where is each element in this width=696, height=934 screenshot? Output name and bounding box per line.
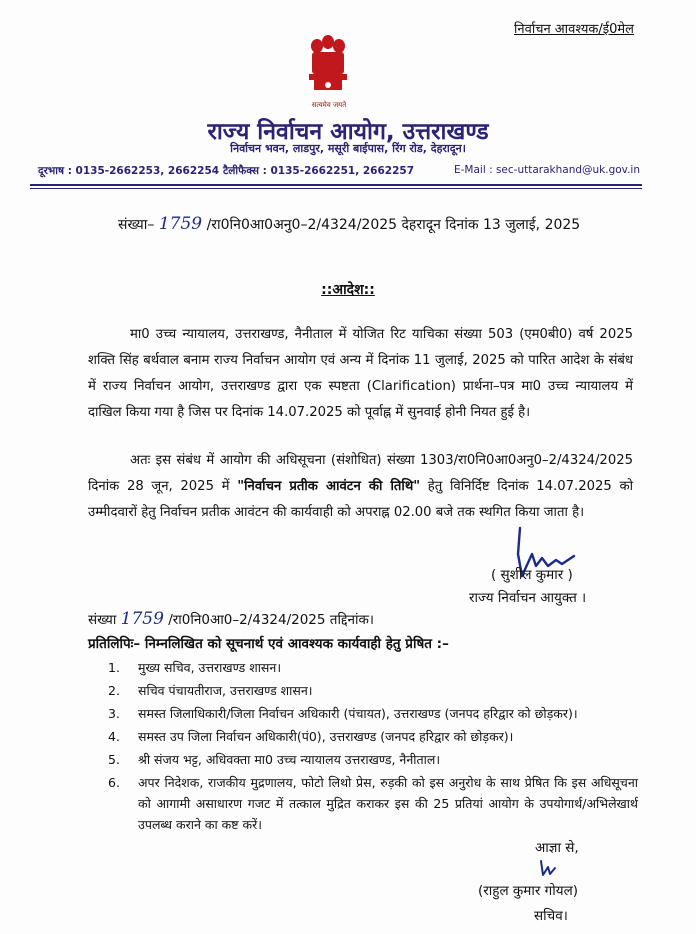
list-item [108,749,638,770]
copy-to-list [108,657,638,837]
paragraph-2-emphasis: "निर्वाचन प्रतीक आवंटन की तिथि" [237,479,421,494]
list-item [108,772,638,835]
order-title-text: ::आदेश:: [321,282,375,298]
organization-address: निर्वाचन भवन, लाडपुर, मसूरी बाईपास, रिंग रोड, देहरादून। [230,142,466,155]
signature-mark-2 [538,858,558,880]
list-item-text: श्री संजय भट्ट, अधिवक्ता मा0 उच्च न्यायालय उत्तराखण्ड, नैनीताल। [138,752,441,767]
list-item [108,680,638,701]
list-item [108,703,638,724]
handwritten-reference-number: 1759 [158,214,203,234]
signatory-1-name: ( सुशील कुमार ) [491,567,573,583]
list-item [108,657,638,678]
fax-number: टैलीफैक्स : 0135-2662251, 2662257 [223,165,415,177]
reference-prefix: संख्या– [118,217,155,233]
list-item-number: 4. [108,729,120,744]
reference-line-2 [88,609,374,629]
paragraph-2 [88,448,633,526]
list-item [108,726,638,747]
list-item-text: अपर निदेशक, राजकीय मुद्रणालय, फोटो लिथो प्रेस, रुड़की को इस अनुरोध के साथ प्रेषित कि इस अधिसूचना को आगामी असाधारण गजट में तत्काल मुद्रित कराकर इस की 25 प्रतियां आयोग के उपयोगार्थ/अभिलेखार्थ उपलब्ध कराने का कष्ट करें। [138,775,638,832]
signatory-2-designation: सचिव। [534,908,568,924]
order-title [0,280,696,299]
phone-number: दूरभाष : 0135-2662253, 2662254 [38,165,220,177]
paragraph-1: मा0 उच्च न्यायालय, उत्तराखण्ड, नैनीताल में योजित रिट याचिका संख्या 503 (एम0बी0) वर्ष 2025 शक्ति सिंह बर्थवाल बनाम राज्य निर्वाचन आयोग एवं अन्य में दिनांक 11 जुलाई, 2025 को पारित आदेश के संबंध में राज्य निर्वाचन आयोग, उत्तराखण्ड द्वारा एक स्पष्टता (Clarification) प्रार्थना–पत्र मा0 उच्च न्यायालय में दाखिल किया गया है जिस पर दिनांक 14.07.2025 को पूर्वाह्न में सुनवाई होनी नियत हुई है। [88,327,633,420]
handwritten-reference-number-2: 1759 [120,609,164,629]
reference-2-rest: /रा0नि0आ0–2/4324/2025 तद्दिनांक। [168,612,374,628]
list-item-number: 5. [108,752,120,767]
signatory-2-name: (राहुल कुमार गोयल) [478,883,578,899]
reference-rest: /रा0नि0आ0अनु0–2/4324/2025 देहरादून दिनांक 13 जुलाई, 2025 [206,217,581,233]
reference-line [118,214,580,234]
top-note: निर्वाचन आवश्यक/ई0मेल [514,22,634,37]
list-item-number: 6. [108,775,120,790]
list-item-text: मुख्य सचिव, उत्तराखण्ड शासन। [138,660,282,675]
paragraph-2-part-a: अतः इस संबंध में आयोग की अधिसूचना (संशोधित) संख्या 1303/रा0नि0आ0अनु0–2/4324/2025 दिनांक 28 जून, 2025 में [88,453,633,494]
list-item-text: समस्त उप जिला निर्वाचन अधिकारी(पं0), उत्तराखण्ड (जनपद हरिद्वार को छोड़कर)। [138,729,514,744]
email-address: E-Mail : sec-uttarakhand@uk.gov.in [454,164,640,176]
list-item-number: 3. [108,706,120,721]
list-item-number: 1. [108,660,120,675]
organization-name: राज्य निर्वाचन आयोग, उत्तराखण्ड [207,119,489,145]
header-divider [30,184,642,186]
signatory-1-designation: राज्य निर्वाचन आयुक्त । [469,590,587,606]
emblem-motto: सत्यमेव जयते [311,101,347,109]
list-item-text: सचिव पंचायतीराज, उत्तराखण्ड शासन। [138,683,313,698]
by-order-text: आज्ञा से, [535,840,579,856]
list-item-number: 2. [108,683,120,698]
paragraph-2-part-b: हेतु विनिर्दिष्ट दिनांक 14.07.2025 को उम्मीदवारों हेतु निर्वाचन प्रतीक आवंटन की कार्यवाही को अपराह्न 02.00 बजे तक स्थगित किया जाता है। [88,479,633,520]
list-item-text: समस्त जिलाधिकारी/जिला निर्वाचन अधिकारी (पंचायत), उत्तराखण्ड (जनपद हरिद्वार को छोड़कर)। [138,706,578,721]
header-divider-thin [30,188,642,189]
state-emblem-icon [298,30,358,98]
reference-2-prefix: संख्या [88,612,117,628]
copy-to-heading: प्रतिलिपिः– निम्नलिखित को सूचनार्थ एवं आवश्यक कार्यवाही हेतु प्रेषित :– [88,636,449,652]
